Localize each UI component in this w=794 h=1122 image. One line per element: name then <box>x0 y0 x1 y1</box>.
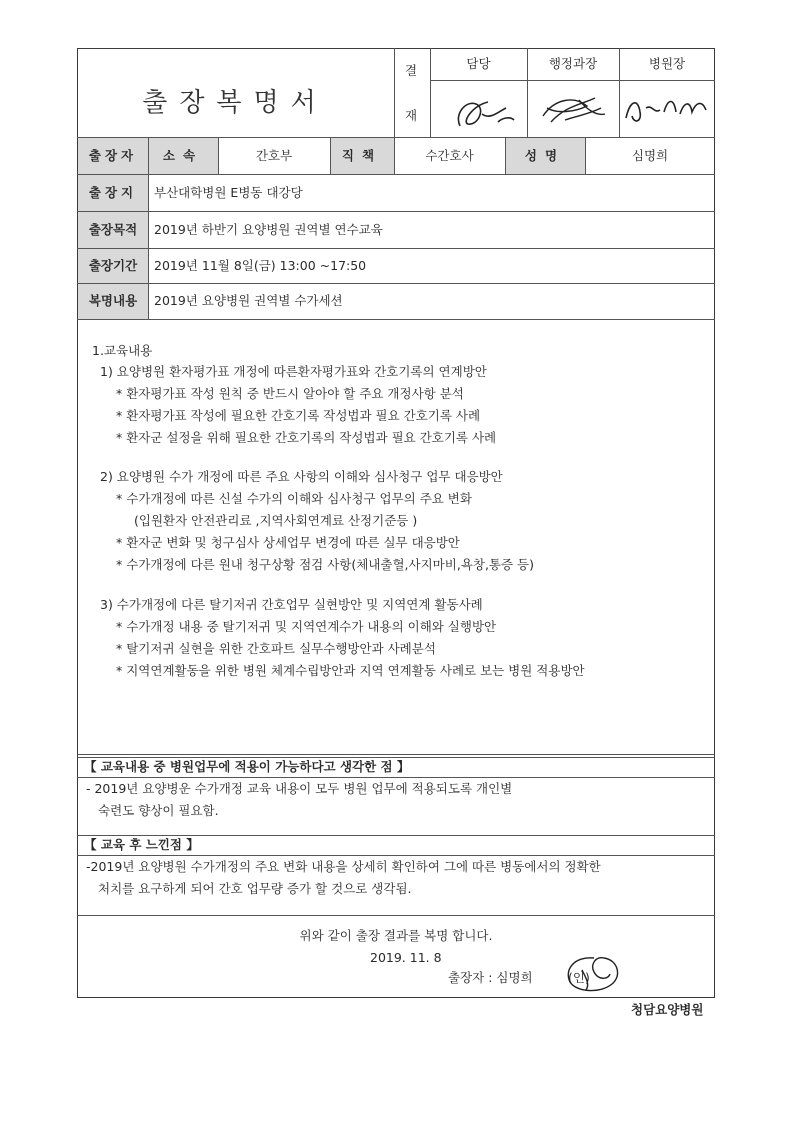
content-line: * 환자평가표 작성 원칙 중 반드시 알아야 할 주요 개정사항 분석 <box>116 386 464 401</box>
content-line: * 지역연계활동을 위한 병원 체계수립방안과 지역 연계활동 사례로 보는 병원 적용방안 <box>116 663 585 678</box>
period-value: 2019년 11월 8일(금) 13:00 ~17:50 <box>154 258 367 273</box>
content-line: 3) 수가개정에 다른 탈기저귀 간호업무 실현방안 및 지역연계 활동사례 <box>100 597 483 612</box>
applicable-heading: 【 교육내용 중 병원업무에 적용이 가능하다고 생각한 점 】 <box>84 759 410 774</box>
impressions-line: 처치를 요구하게 되어 간호 업무량 증가 할 것으로 생각됨. <box>98 881 412 896</box>
content-line: * 환자군 설정을 위해 필요한 간호기록의 작성법과 필요 간호기록 사례 <box>116 430 497 445</box>
applicable-line: - 2019년 요양병운 수가개정 교육 내용이 모두 병원 업무에 적용되도록 개인별 <box>86 781 513 796</box>
admin-signature <box>535 86 615 130</box>
content-line: * 환자군 변화 및 청구심사 상세업무 변경에 따른 실무 대응방안 <box>116 535 460 550</box>
closing-signer: 출장자 : 심명희 <box>448 970 533 985</box>
content-line: (입원환자 안전관리료 ,지역사회연계료 산정기준등 ) <box>134 513 418 528</box>
approval-col-staff: 담당 <box>466 56 491 71</box>
section-line <box>77 855 715 856</box>
approval-side-label: 재 <box>405 108 418 123</box>
approval-side-label: 결 <box>405 63 418 78</box>
position-label: 직책 <box>341 148 383 163</box>
content-line: 2) 요양병원 수가 개정에 따른 주요 사항의 이해와 심사청구 업무 대응방안 <box>100 469 503 484</box>
content-line: * 탈기저귀 실현을 위한 간호파트 실무수행방안과 사례분석 <box>116 641 436 656</box>
closing-date: 2019. 11. 8 <box>370 950 442 965</box>
staff-signature <box>440 86 520 136</box>
section-line <box>77 757 715 758</box>
content-line: * 수가개정 내용 중 탈기저귀 및 지역연계수가 내용의 이해와 실행방안 <box>116 619 497 634</box>
approval-col-director: 병원장 <box>648 56 686 71</box>
traveler-label: 출장자 <box>88 148 138 163</box>
content-heading: 1.교육내용 <box>92 343 153 358</box>
impressions-heading: 【 교육 후 느낀점 】 <box>84 837 199 852</box>
content-line: * 수가개정에 다른 원내 청구상황 점검 사항(체내출혈,사지마비,욕창,통증 등) <box>116 557 534 572</box>
approval-col-admin: 행정과장 <box>548 56 598 71</box>
location-value: 부산대학병원 E병동 대강당 <box>154 185 303 200</box>
approval-divider <box>394 48 395 137</box>
purpose-value: 2019년 하반기 요양병원 권역별 연수교육 <box>154 222 383 237</box>
document-title: 출장복명서 <box>142 88 328 118</box>
closing-seal: (인) <box>568 970 590 985</box>
table-line <box>77 137 715 138</box>
affiliation-label: 소속 <box>162 148 204 163</box>
section-line <box>77 754 715 755</box>
director-signature <box>620 88 715 128</box>
period-label: 출장기간 <box>88 258 138 273</box>
section-line <box>77 777 715 778</box>
table-line <box>77 319 715 320</box>
table-line <box>77 174 715 175</box>
report-label: 복명내용 <box>88 293 138 308</box>
purpose-label: 출장목적 <box>88 222 138 237</box>
content-line: * 환자평가표 작성에 필요한 간호기록 작성법과 필요 간호기록 사례 <box>116 408 481 423</box>
name-value: 심명희 <box>631 148 669 163</box>
content-line: 1) 요양병원 환자평가표 개정에 따른환자평가표와 간호기록의 연계방안 <box>100 364 487 379</box>
report-value: 2019년 요양병원 권역별 수가세션 <box>154 293 343 308</box>
name-label: 성명 <box>524 148 566 163</box>
affiliation-value: 간호부 <box>255 148 293 163</box>
table-line <box>77 211 715 212</box>
closing-statement: 위와 같이 출장 결과를 복명 합니다. <box>299 928 493 943</box>
applicable-line: 숙련도 향상이 필요함. <box>98 803 219 818</box>
section-line <box>77 835 715 836</box>
table-line <box>77 248 715 249</box>
hospital-name: 청담요양병원 <box>631 1002 704 1017</box>
position-value: 수간호사 <box>425 148 474 163</box>
location-label: 출장지 <box>88 185 138 200</box>
impressions-line: -2019년 요양병원 수가개정의 주요 변화 내용을 상세히 확인하여 그에 따른 병동에서의 정확한 <box>86 859 601 874</box>
content-line: * 수가개정에 따른 신설 수가의 이해와 심사청구 업무의 주요 변화 <box>116 491 472 506</box>
approval-header-line <box>430 80 715 81</box>
signer-signature <box>560 950 626 996</box>
table-line <box>148 137 149 319</box>
section-line <box>77 915 715 916</box>
table-line <box>77 283 715 284</box>
